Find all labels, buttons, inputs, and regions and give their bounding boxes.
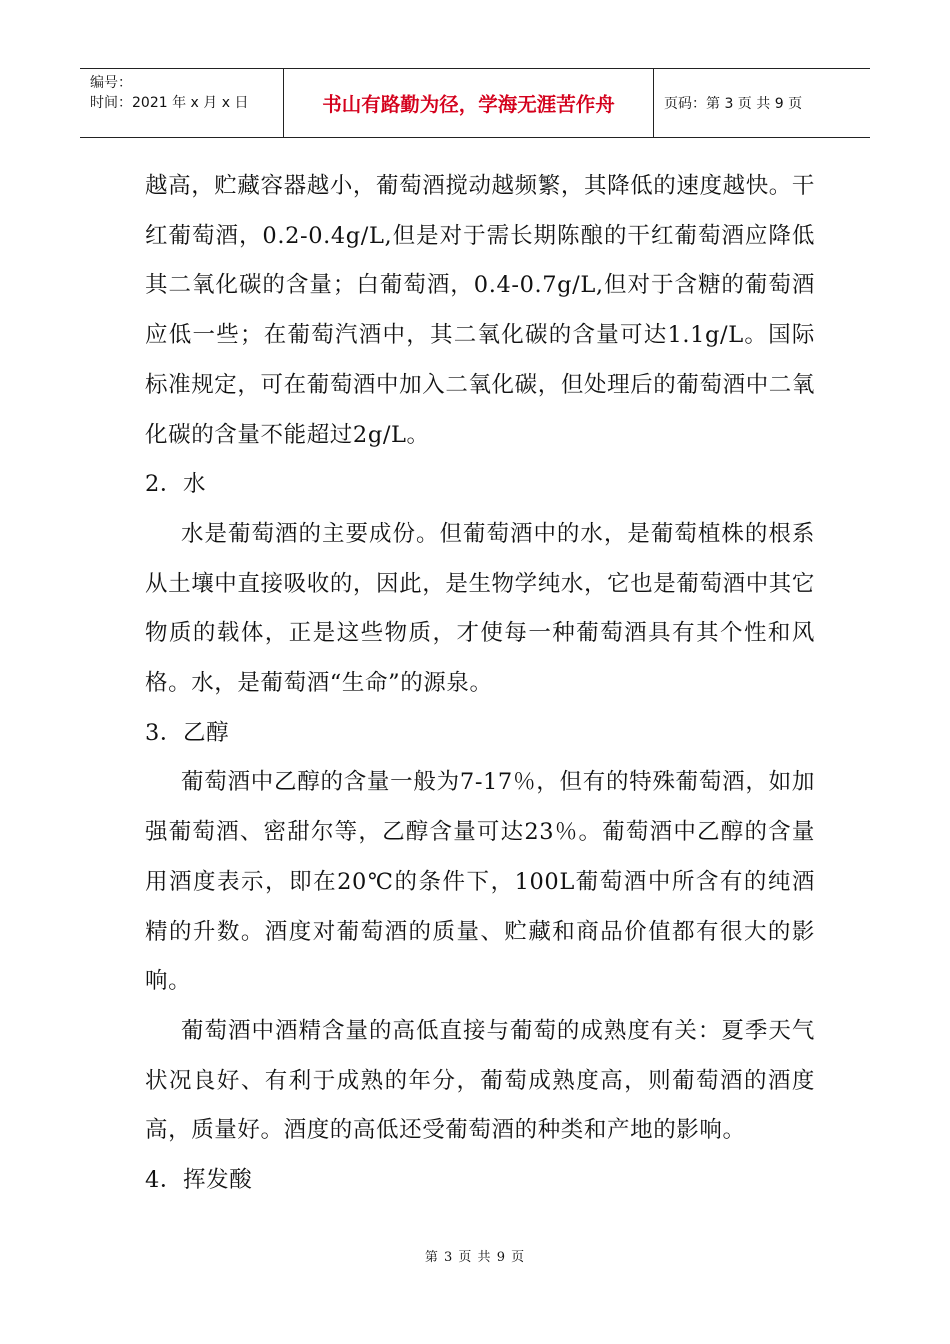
header-meta [80,69,284,137]
paragraph-water: 水是葡萄酒的主要成份。但葡萄酒中的水，是葡萄植株的根系从土壤中直接吸收的，因此，是生物学纯水，它也是葡萄酒中其它物质的载体，正是这些物质，才使每一种葡萄酒具有其个性和风格。水，是葡萄酒“生命”的源泉。 [145,520,815,697]
header-motto: 书山有路勤为径，学海无涯苦作舟 [284,69,654,137]
paragraph-ethanol: 葡萄酒中乙醇的含量一般为7-17％，但有的特殊葡萄酒，如加强葡萄酒、密甜尔等，乙醇含量可达23％。葡萄酒中乙醇的含量用酒度表示，即在20℃的条件下，100L葡萄酒中所含有的纯酒精的升数。酒度对葡萄酒的质量、贮藏和商品价值都有很大的影响。 [145,769,815,995]
page-footer: 第 3 页 共 9 页 [424,1250,526,1265]
section-heading-ethanol: 3．乙醇 [145,719,230,746]
paragraph-alcohol-factors: 葡萄酒中酒精含量的高低直接与葡萄的成熟度有关：夏季天气状况良好、有利于成熟的年分，葡萄成熟度高，则葡萄酒的酒度高，质量好。酒度的高低还受葡萄酒的种类和产地的影响。 [145,1017,815,1144]
header-page-info: 页码：第 3 页 共 9 页 [664,96,803,112]
document-body [145,162,815,1206]
section-heading-water: 2．水 [145,471,207,498]
section-heading-volatile-acid: 4．挥发酸 [145,1167,253,1194]
document-number-label: 编号： [90,75,132,91]
paragraph-co2-content: 越高，贮藏容器越小，葡萄酒搅动越频繁，其降低的速度越快。干红葡萄酒，0.2-0.4g/L,但是对于需长期陈酿的干红葡萄酒应降低其二氧化碳的含量；白葡萄酒，0.4-0.7g/L,但对于含糖的葡萄酒应低一些；在葡萄汽酒中，其二氧化碳的含量可达1.1g/L。国际标准规定，可在葡萄酒中加入二氧化碳，但处理后的葡萄酒中二氧化碳的含量不能超过2g/L。 [145,173,815,448]
page-header [80,68,870,138]
document-date: 时间：2021 年 x 月 x 日 [90,95,249,111]
